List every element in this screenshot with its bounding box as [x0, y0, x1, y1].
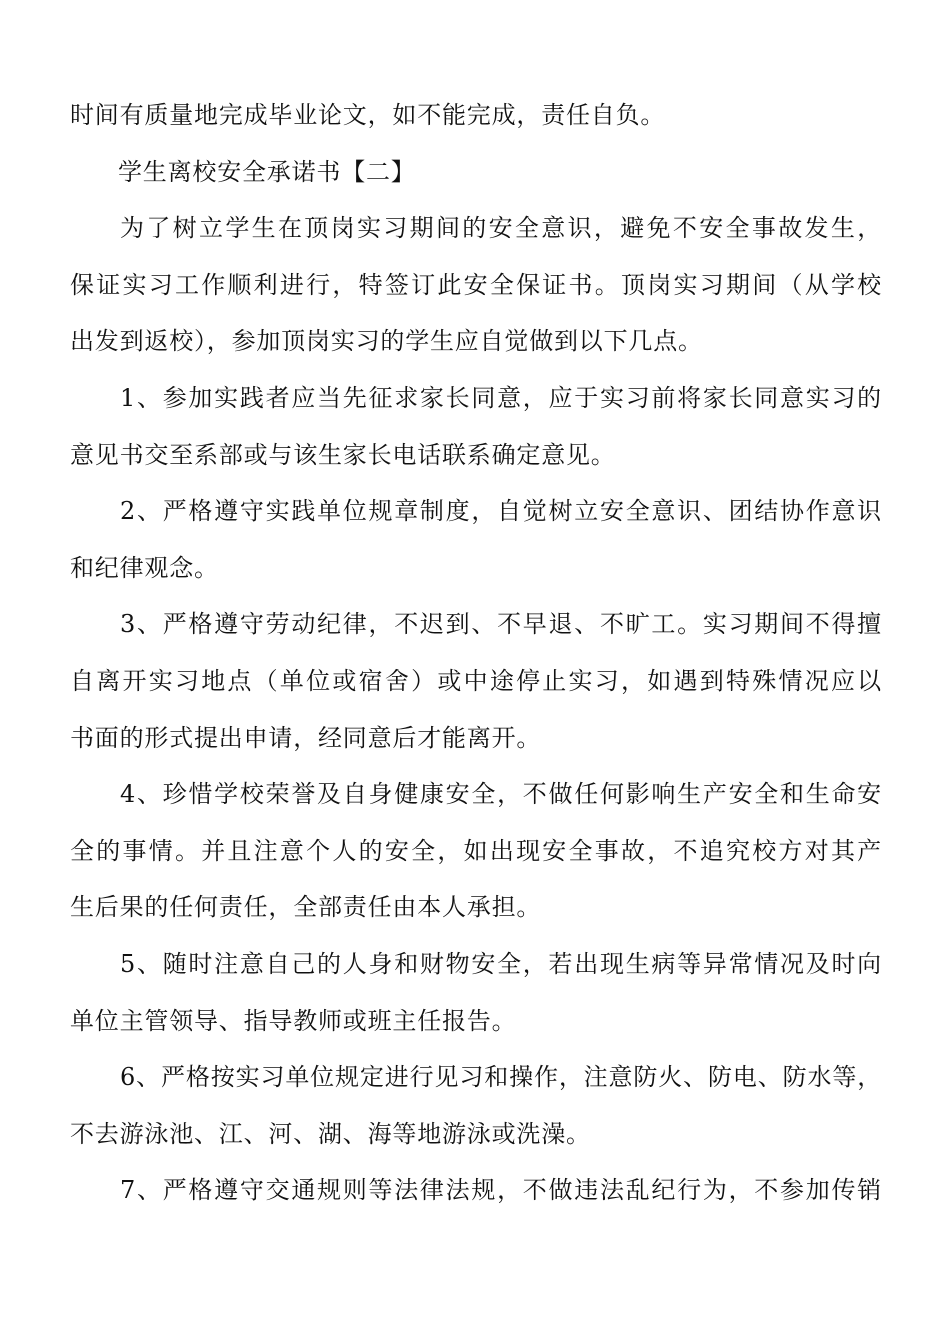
paragraph-intro-line-1: 为了树立学生在顶岗实习期间的安全意识，避免不安全事故发生， — [120, 214, 882, 243]
item-1-line-2: 意见书交至系部或与该生家长电话联系确定意见。 — [70, 440, 616, 469]
item-4-line-2: 全的事情。并且注意个人的安全，如出现安全事故，不追究校方对其产 — [70, 836, 882, 865]
item-6-line-2: 不去游泳池、江、河、湖、海等地游泳或洗澡。 — [70, 1119, 591, 1148]
item-4-line-1: 4、珍惜学校荣誉及自身健康安全，不做任何影响生产安全和生命安 — [120, 780, 882, 809]
item-2-line-1: 2、严格遵守实践单位规章制度，自觉树立安全意识、团结协作意识 — [120, 497, 882, 526]
item-5-line-2: 单位主管领导、指导教师或班主任报告。 — [70, 1006, 517, 1035]
item-1-line-1: 1、参加实践者应当先征求家长同意，应于实习前将家长同意实习的 — [120, 383, 882, 412]
item-3-line-3: 书面的形式提出申请，经同意后才能离开。 — [70, 723, 542, 752]
item-3-line-1: 3、严格遵守劳动纪律，不迟到、不早退、不旷工。实习期间不得擅 — [120, 610, 882, 639]
item-2-line-2: 和纪律观念。 — [70, 553, 219, 582]
paragraph-intro-line-3: 出发到返校），参加顶岗实习的学生应自觉做到以下几点。 — [70, 327, 703, 356]
text-line-continuation: 时间有质量地完成毕业论文，如不能完成，责任自负。 — [70, 101, 666, 129]
section-heading: 学生离校安全承诺书【二】 — [118, 157, 416, 186]
item-3-line-2: 自离开实习地点（单位或宿舍）或中途停止实习，如遇到特殊情况应以 — [70, 666, 882, 695]
item-4-line-3: 生后果的任何责任，全部责任由本人承担。 — [70, 893, 542, 922]
item-5-line-1: 5、随时注意自己的人身和财物安全，若出现生病等异常情况及时向 — [120, 949, 882, 978]
paragraph-intro-line-2: 保证实习工作顺利进行，特签订此安全保证书。顶岗实习期间（从学校 — [70, 270, 882, 299]
document-page — [70, 87, 882, 1219]
item-7-line-1: 7、严格遵守交通规则等法律法规，不做违法乱纪行为，不参加传销 — [120, 1176, 882, 1205]
item-6-line-1: 6、严格按实习单位规定进行见习和操作，注意防火、防电、防水等， — [120, 1063, 882, 1092]
